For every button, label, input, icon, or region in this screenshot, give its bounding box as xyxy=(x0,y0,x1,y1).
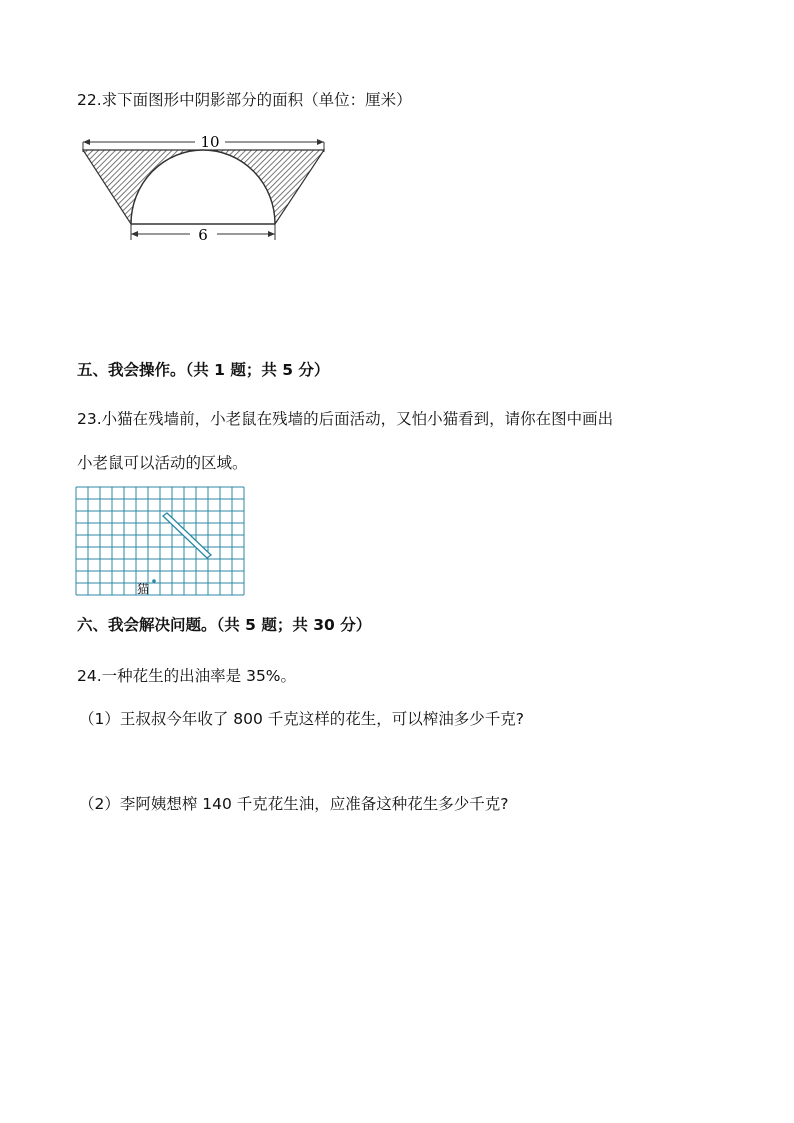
q22-figure xyxy=(75,128,335,246)
bottom-dim-arrow-right xyxy=(268,231,275,237)
bottom-dim-label: 6 xyxy=(198,226,208,244)
q22-text: 22.求下面图形中阴影部分的面积（单位：厘米） xyxy=(77,91,412,109)
q23-line2: 小老鼠可以活动的区域。 xyxy=(77,454,248,472)
q23-grid-figure xyxy=(75,486,247,596)
grid xyxy=(76,487,244,595)
section6-title: 六、我会解决问题。（共 5 题；共 30 分） xyxy=(77,616,372,634)
cat-label: 猫 xyxy=(137,582,150,596)
q23-line1: 23.小猫在残墙前，小老鼠在残墙的后面活动，又怕小猫看到，请你在图中画出 xyxy=(77,410,614,428)
cat-position-dot xyxy=(152,579,156,583)
top-dim-label: 10 xyxy=(200,133,220,151)
q24-part1: （1）王叔叔今年收了 800 千克这样的花生，可以榨油多少千克? xyxy=(79,710,525,728)
top-dim-arrow-left xyxy=(83,139,90,145)
q24-part2: （2）李阿姨想榨 140 千克花生油，应准备这种花生多少千克? xyxy=(79,795,509,813)
section5-title: 五、我会操作。（共 1 题；共 5 分） xyxy=(77,361,330,379)
top-dim-arrow-right xyxy=(317,139,324,145)
bottom-dim-arrow-left xyxy=(131,231,138,237)
q24-text: 24.一种花生的出油率是 35%。 xyxy=(77,667,297,685)
